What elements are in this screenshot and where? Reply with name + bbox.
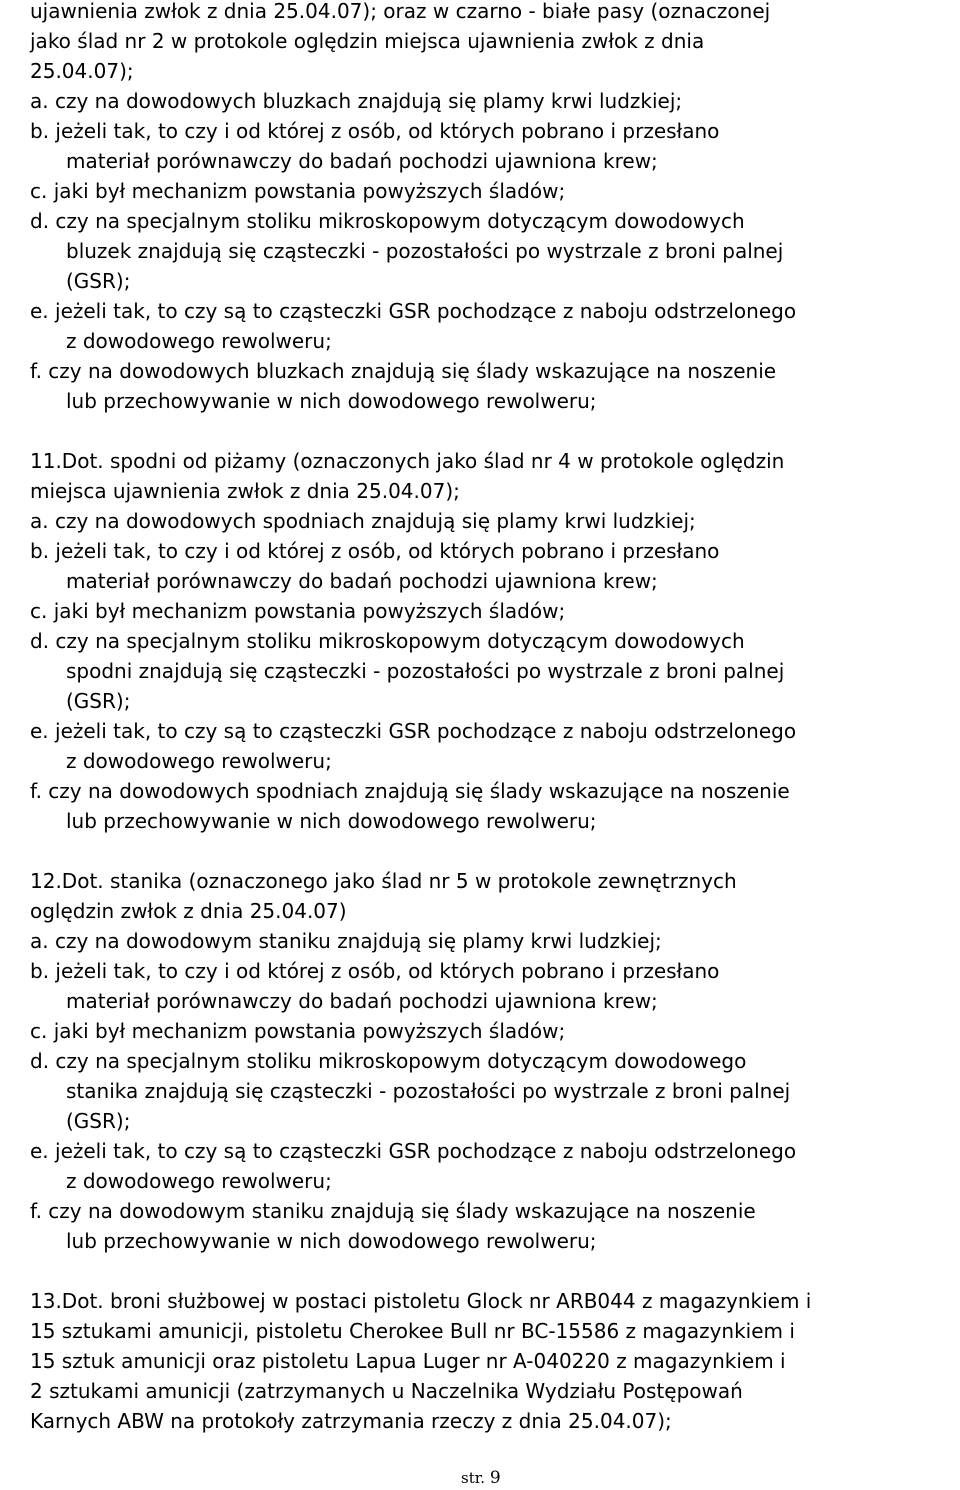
text-line: jako ślad nr 2 w protokole oględzin miejsca ujawnienia zwłok z dnia xyxy=(30,29,705,53)
list-item-d-continuation: (GSR); xyxy=(66,689,131,713)
list-item-f: f. czy na dowodowych bluzkach znajdują się ślady wskazujące na noszenie xyxy=(30,359,777,383)
text-line: 13.Dot. broni służbowej w postaci pistoletu Glock nr ARB044 z magazynkiem i xyxy=(30,1289,812,1313)
list-item-f: f. czy na dowodowym staniku znajdują się ślady wskazujące na noszenie xyxy=(30,1199,756,1223)
list-item-a: a. czy na dowodowym staniku znajdują się plamy krwi ludzkiej; xyxy=(30,929,662,953)
list-item-d: d. czy na specjalnym stoliku mikroskopowym dotyczącym dowodowych xyxy=(30,209,745,233)
list-item-e: e. jeżeli tak, to czy są to cząsteczki GSR pochodzące z naboju odstrzelonego xyxy=(30,1139,797,1163)
list-item-a: a. czy na dowodowych bluzkach znajdują się plamy krwi ludzkiej; xyxy=(30,89,683,113)
list-item-b-continuation: materiał porównawczy do badań pochodzi ujawniona krew; xyxy=(66,569,658,593)
list-item-e: e. jeżeli tak, to czy są to cząsteczki GSR pochodzące z naboju odstrzelonego xyxy=(30,299,797,323)
list-item-b: b. jeżeli tak, to czy i od której z osób, od których pobrano i przesłano xyxy=(30,959,720,983)
list-item-b: b. jeżeli tak, to czy i od której z osób, od których pobrano i przesłano xyxy=(30,119,720,143)
text-line: miejsca ujawnienia zwłok z dnia 25.04.07); xyxy=(30,479,460,503)
text-line: oględzin zwłok z dnia 25.04.07) xyxy=(30,899,347,923)
text-line: 15 sztuk amunicji oraz pistoletu Lapua Luger nr A-040220 z magazynkiem i xyxy=(30,1349,786,1373)
list-item-d-continuation: stanika znajdują się cząsteczki - pozostałości po wystrzale z broni palnej xyxy=(66,1079,791,1103)
page-number: 9 xyxy=(489,1468,501,1488)
list-item-e: e. jeżeli tak, to czy są to cząsteczki GSR pochodzące z naboju odstrzelonego xyxy=(30,719,797,743)
text-line: 11.Dot. spodni od piżamy (oznaczonych jako ślad nr 4 w protokole oględzin xyxy=(30,449,785,473)
text-line: 15 sztukami amunicji, pistoletu Cherokee Bull nr BC-15586 z magazynkiem i xyxy=(30,1319,795,1343)
list-item-e-continuation: z dowodowego rewolweru; xyxy=(66,1169,332,1193)
list-item-e-continuation: z dowodowego rewolweru; xyxy=(66,329,332,353)
list-item-b-continuation: materiał porównawczy do badań pochodzi ujawniona krew; xyxy=(66,149,658,173)
text-line: 25.04.07); xyxy=(30,59,134,83)
list-item-f-continuation: lub przechowywanie w nich dowodowego rewolweru; xyxy=(66,809,597,833)
list-item-f-continuation: lub przechowywanie w nich dowodowego rewolweru; xyxy=(66,389,597,413)
list-item-d-continuation: spodni znajdują się cząsteczki - pozostałości po wystrzale z broni palnej xyxy=(66,659,785,683)
list-item-f-continuation: lub przechowywanie w nich dowodowego rewolweru; xyxy=(66,1229,597,1253)
list-item-d-continuation: bluzek znajdują się cząsteczki - pozostałości po wystrzale z broni palnej xyxy=(66,239,784,263)
text-line: 12.Dot. stanika (oznaczonego jako ślad nr 5 w protokole zewnętrznych xyxy=(30,869,737,893)
list-item-d: d. czy na specjalnym stoliku mikroskopowym dotyczącym dowodowego xyxy=(30,1049,747,1073)
list-item-d-continuation: (GSR); xyxy=(66,1109,131,1133)
list-item-d: d. czy na specjalnym stoliku mikroskopowym dotyczącym dowodowych xyxy=(30,629,745,653)
list-item-c: c. jaki był mechanizm powstania powyższych śladów; xyxy=(30,1019,566,1043)
list-item-a: a. czy na dowodowych spodniach znajdują się plamy krwi ludzkiej; xyxy=(30,509,696,533)
text-line: 2 sztukami amunicji (zatrzymanych u Naczelnika Wydziału Postępowań xyxy=(30,1379,743,1403)
page-label: str. xyxy=(461,1469,486,1487)
list-item-b-continuation: materiał porównawczy do badań pochodzi ujawniona krew; xyxy=(66,989,658,1013)
page-footer xyxy=(461,1468,501,1488)
list-item-e-continuation: z dowodowego rewolweru; xyxy=(66,749,332,773)
text-line: ujawnienia zwłok z dnia 25.04.07); oraz w czarno - białe pasy (oznaczonej xyxy=(30,0,771,23)
list-item-d-continuation: (GSR); xyxy=(66,269,131,293)
list-item-b: b. jeżeli tak, to czy i od której z osób, od których pobrano i przesłano xyxy=(30,539,720,563)
text-line: Karnych ABW na protokoły zatrzymania rzeczy z dnia 25.04.07); xyxy=(30,1409,672,1433)
list-item-c: c. jaki był mechanizm powstania powyższych śladów; xyxy=(30,599,566,623)
list-item-f: f. czy na dowodowych spodniach znajdują się ślady wskazujące na noszenie xyxy=(30,779,790,803)
list-item-c: c. jaki był mechanizm powstania powyższych śladów; xyxy=(30,179,566,203)
